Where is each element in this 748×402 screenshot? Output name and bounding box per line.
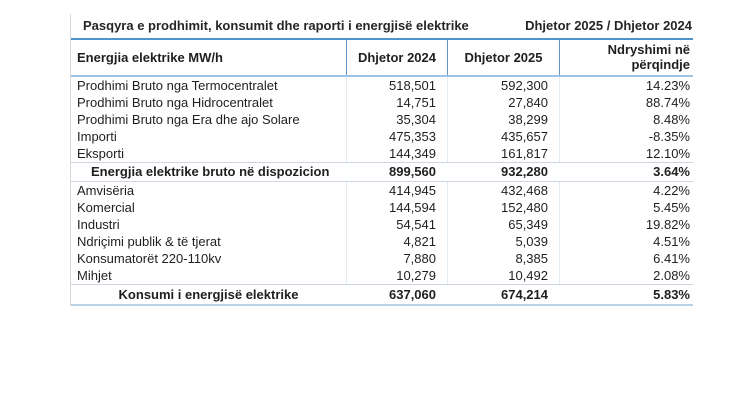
row-label: Amvisëria bbox=[77, 183, 135, 198]
row-label: Energjia elektrike bruto në dispozicion bbox=[91, 164, 330, 179]
row-label: Eksporti bbox=[77, 146, 124, 161]
table-row bbox=[71, 128, 693, 145]
table-row bbox=[71, 199, 693, 216]
table-row bbox=[71, 145, 693, 162]
value-dec2024: 144,349 bbox=[346, 145, 447, 162]
value-change: 5.45% bbox=[559, 199, 693, 216]
value-dec2025: 432,468 bbox=[447, 182, 559, 199]
table-row bbox=[71, 77, 693, 94]
value-dec2024: 54,541 bbox=[346, 216, 447, 233]
table-row bbox=[71, 233, 693, 250]
value-dec2024: 518,501 bbox=[346, 77, 447, 94]
report-title: Pasqyra e prodhimit, konsumit dhe raporti i energjisë elektrike bbox=[83, 18, 469, 33]
value-dec2025: 435,657 bbox=[447, 128, 559, 145]
table-row bbox=[71, 267, 693, 284]
table-row bbox=[71, 111, 693, 128]
row-label: Industri bbox=[77, 217, 120, 232]
row-label: Konsumi i energjisë elektrike bbox=[118, 287, 299, 302]
table-header-row bbox=[71, 40, 693, 77]
row-label: Prodhimi Bruto nga Hidrocentralet bbox=[77, 95, 273, 110]
value-dec2024: 475,353 bbox=[346, 128, 447, 145]
column-header-change: Ndryshimi në përqindje bbox=[559, 40, 693, 75]
report-title-row bbox=[71, 14, 693, 40]
value-change: -8.35% bbox=[559, 128, 693, 145]
row-label: Konsumatorët 220-110kv bbox=[77, 251, 222, 266]
table-row bbox=[71, 182, 693, 199]
value-dec2025: 8,385 bbox=[447, 250, 559, 267]
value-change: 19.82% bbox=[559, 216, 693, 233]
value-dec2024: 637,060 bbox=[389, 287, 436, 302]
table-grand-total-row bbox=[71, 284, 693, 306]
value-change: 3.64% bbox=[653, 164, 690, 179]
value-dec2025: 38,299 bbox=[447, 111, 559, 128]
row-label: Importi bbox=[77, 129, 117, 144]
table-row bbox=[71, 250, 693, 267]
value-change: 6.41% bbox=[559, 250, 693, 267]
value-dec2024: 10,279 bbox=[346, 267, 447, 284]
table-row bbox=[71, 216, 693, 233]
value-dec2025: 10,492 bbox=[447, 267, 559, 284]
value-dec2025: 5,039 bbox=[447, 233, 559, 250]
value-dec2025: 152,480 bbox=[447, 199, 559, 216]
column-header-dec2024: Dhjetor 2024 bbox=[346, 40, 447, 75]
report-table bbox=[70, 14, 693, 306]
value-dec2024: 144,594 bbox=[346, 199, 447, 216]
value-dec2024: 35,304 bbox=[346, 111, 447, 128]
value-dec2024: 414,945 bbox=[346, 182, 447, 199]
value-dec2025: 65,349 bbox=[447, 216, 559, 233]
value-dec2024: 14,751 bbox=[346, 94, 447, 111]
column-header-energy: Energjia elektrike MW/h bbox=[77, 50, 223, 65]
column-header-dec2025: Dhjetor 2025 bbox=[447, 40, 559, 75]
value-change: 88.74% bbox=[559, 94, 693, 111]
value-change: 14.23% bbox=[559, 77, 693, 94]
report-period: Dhjetor 2025 / Dhjetor 2024 bbox=[525, 18, 692, 33]
row-label: Ndriçimi publik & të tjerat bbox=[77, 234, 221, 249]
value-dec2024: 4,821 bbox=[346, 233, 447, 250]
table-row bbox=[71, 94, 693, 111]
value-change: 12.10% bbox=[559, 145, 693, 162]
value-dec2024: 7,880 bbox=[346, 250, 447, 267]
value-dec2025: 674,214 bbox=[501, 287, 548, 302]
value-change: 4.22% bbox=[559, 182, 693, 199]
row-label: Komercial bbox=[77, 200, 135, 215]
row-label: Mihjet bbox=[77, 268, 112, 283]
value-dec2025: 932,280 bbox=[501, 164, 548, 179]
table-subtotal-row bbox=[71, 162, 693, 182]
value-change: 5.83% bbox=[653, 287, 690, 302]
value-dec2025: 27,840 bbox=[447, 94, 559, 111]
value-change: 4.51% bbox=[559, 233, 693, 250]
value-dec2025: 161,817 bbox=[447, 145, 559, 162]
row-label: Prodhimi Bruto nga Termocentralet bbox=[77, 78, 278, 93]
value-dec2024: 899,560 bbox=[389, 164, 436, 179]
value-dec2025: 592,300 bbox=[447, 77, 559, 94]
row-label: Prodhimi Bruto nga Era dhe ajo Solare bbox=[77, 112, 300, 127]
value-change: 2.08% bbox=[559, 267, 693, 284]
value-change: 8.48% bbox=[559, 111, 693, 128]
